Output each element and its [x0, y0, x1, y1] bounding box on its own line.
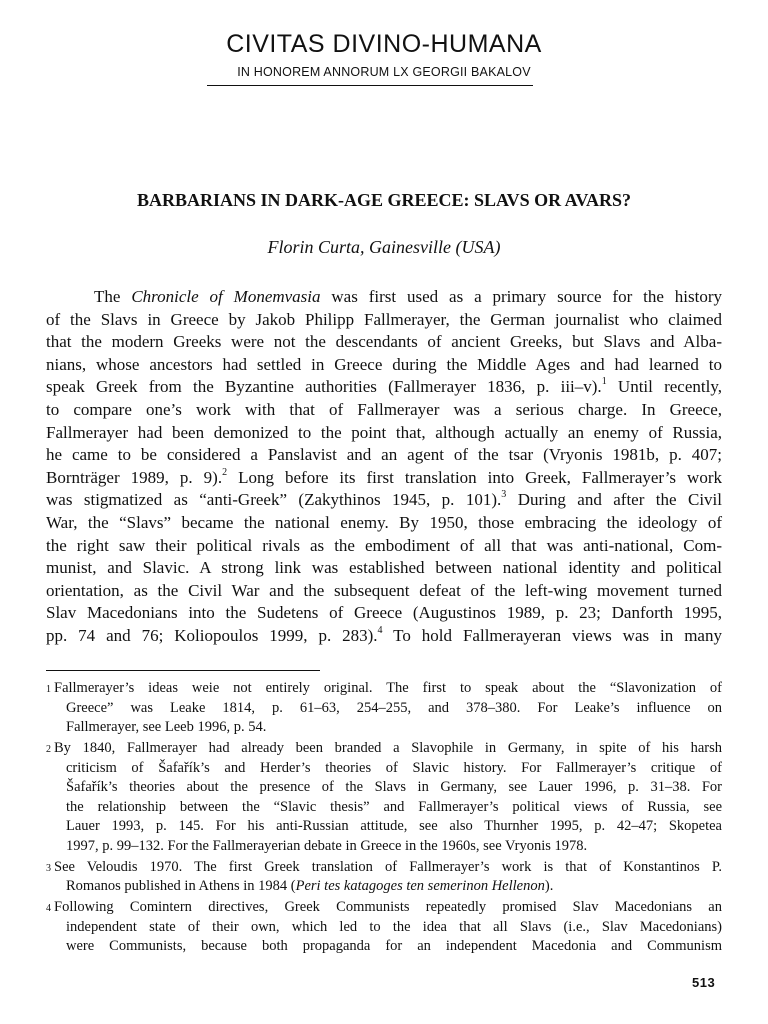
- footnote-line: Lauer 1993, p. 145. For his anti-Russian attitude, see also Thurnher 1995, p. 42–47; Skopetea: [66, 818, 722, 834]
- footnote-line: the relationship between the “Slavic thesis” and Fallmerayer’s political views of Russia, see: [66, 798, 722, 815]
- footnote-4: [46, 898, 722, 957]
- footnote-line: $^1$ Fallmerayer’s ideas weie not entirely original. The first to speak about the “Slavonization of: [46, 680, 722, 696]
- footnote-line: 1997, p. 99–132. For the Fallmerayerian debate in Greece in the 1960s, see Vryonis 1978.: [66, 837, 588, 854]
- body-line: pp. 74 and 76; Koliopoulos 1999, p. 283).$^4$ To hold Fallmerayeran views was in many: [46, 624, 722, 645]
- body-line: War, the “Slavs” became the national enemy. By 1950, those embracing the ideology of: [46, 512, 722, 532]
- footnote-ref-4[interactable]: 4: [377, 624, 383, 636]
- footnote-ref-1[interactable]: 1: [601, 376, 607, 388]
- cited-work-title: Peri tes katagoges ten semerinon Hellenon: [295, 878, 545, 894]
- article-title: BARBARIANS IN DARK-AGE GREECE: SLAVS OR AVARS?: [136, 190, 632, 210]
- article-author: Florin Curta, Gainesville (USA): [267, 237, 501, 257]
- body-line: that the modern Greeks were not the descendants of ancient Greeks, but Slavs and Alba-: [46, 332, 722, 352]
- footnote-line: were Communists, because both propaganda for an independent Macedonia and Communism: [66, 938, 722, 954]
- body-line: Bornträger 1989, p. 9).$^2$ Long before its first translation into Greek, Fallmerayer’s work: [46, 466, 722, 487]
- page-number: 513: [692, 975, 716, 990]
- body-line: the right saw their political rivals as the embodiment of all that was anti-national, Com-: [46, 535, 722, 555]
- footnote-rule: [46, 670, 320, 671]
- body-line: was stigmatized as “anti-Greek” (Zakythinos 1945, p. 101).$^3$ During and after the Civil: [46, 489, 722, 510]
- footnote-number: 1: [46, 684, 51, 695]
- footnote-1: [46, 679, 722, 738]
- footnote-number: 4: [46, 903, 51, 914]
- footnote-line: Romanos published in Athens in 1984 (Peri tes katagoges ten semerinon Hellenon).: [66, 878, 554, 894]
- footnote-line: Greece” was Leake 1814, p. 61–63, 254–255, and 378–380. For Leake’s influence on: [66, 699, 722, 716]
- footnote-number: 2: [46, 744, 51, 755]
- footnote-2: [46, 739, 722, 856]
- journal-subtitle: IN HONOREM ANNORUM LX GEORGII BAKALOV: [237, 65, 531, 79]
- body-line: of the Slavs in Greece by Jakob Philipp Fallmerayer, the German journalist who claimed: [46, 309, 722, 329]
- body-line: Fallmerayer had been demonized to the point that, although actually an enemy of Russia,: [46, 422, 722, 442]
- footnote-ref-3[interactable]: 3: [501, 489, 507, 501]
- footnote-line: independent state of their own, which led to the idea that all Slavs (i.e., Slav Macedonians): [66, 918, 722, 935]
- body-line: The Chronicle of Monemvasia was first used as a primary source for the history: [94, 287, 723, 306]
- footnote-ref-2[interactable]: 2: [222, 466, 228, 478]
- chronicle-title: Chronicle of Monemvasia: [131, 287, 321, 306]
- footnotes: [46, 679, 722, 958]
- footnote-line: $^3$ See Veloudis 1970. The first Greek translation of Fallmerayer’s work is that of Konstantinos P.: [46, 858, 722, 875]
- body-line: orientation, as the Civil War and the subsequent defeat of the left-wing movement turned: [46, 580, 722, 600]
- footnote-3: [46, 858, 722, 897]
- footnote-number: 3: [46, 862, 51, 874]
- body-line: speak Greek from the Byzantine authorities (Fallmerayer 1836, p. iii–v).$^1$ Until recently,: [46, 376, 722, 397]
- body-line: he came to be considered a Panslavist and an agent of the tsar (Vryonis 1981b, p. 407;: [46, 445, 722, 465]
- body-line: munist, and Slavic. A strong link was established between national identity and political: [46, 558, 722, 578]
- body-paragraph: [46, 286, 722, 648]
- body-line: nians, whose ancestors had settled in Greece during the Middle Ages and had learned to: [46, 354, 722, 374]
- header-rule: [207, 85, 533, 86]
- footnote-line: $^4$ Following Comintern directives, Greek Communists repeatedly promised Slav Macedonians an: [46, 899, 722, 915]
- footnote-line: criticism of Šafařík’s and Herder’s theories of Slavic history. For Fallmerayer’s critique of: [66, 759, 722, 776]
- body-line: to compare one’s work with that of Fallmerayer was a serious charge. In Greece,: [46, 399, 722, 419]
- footnote-line: Šafařík’s theories about the presence of the Slavs in Germany, see Lauer 1996, p. 31–38. For: [66, 779, 722, 795]
- footnote-line: Fallmerayer, see Leeb 1996, p. 54.: [66, 719, 267, 735]
- footnote-line: $^2$ By 1840, Fallmerayer had already been branded a Slavophile in Germany, in spite of his harsh: [46, 740, 722, 756]
- journal-title: CIVITAS DIVINO-HUMANA: [226, 30, 542, 58]
- body-line: Slav Macedonians into the Sudetens of Greece (Augustinos 1989, p. 23; Danforth 1995,: [46, 603, 722, 623]
